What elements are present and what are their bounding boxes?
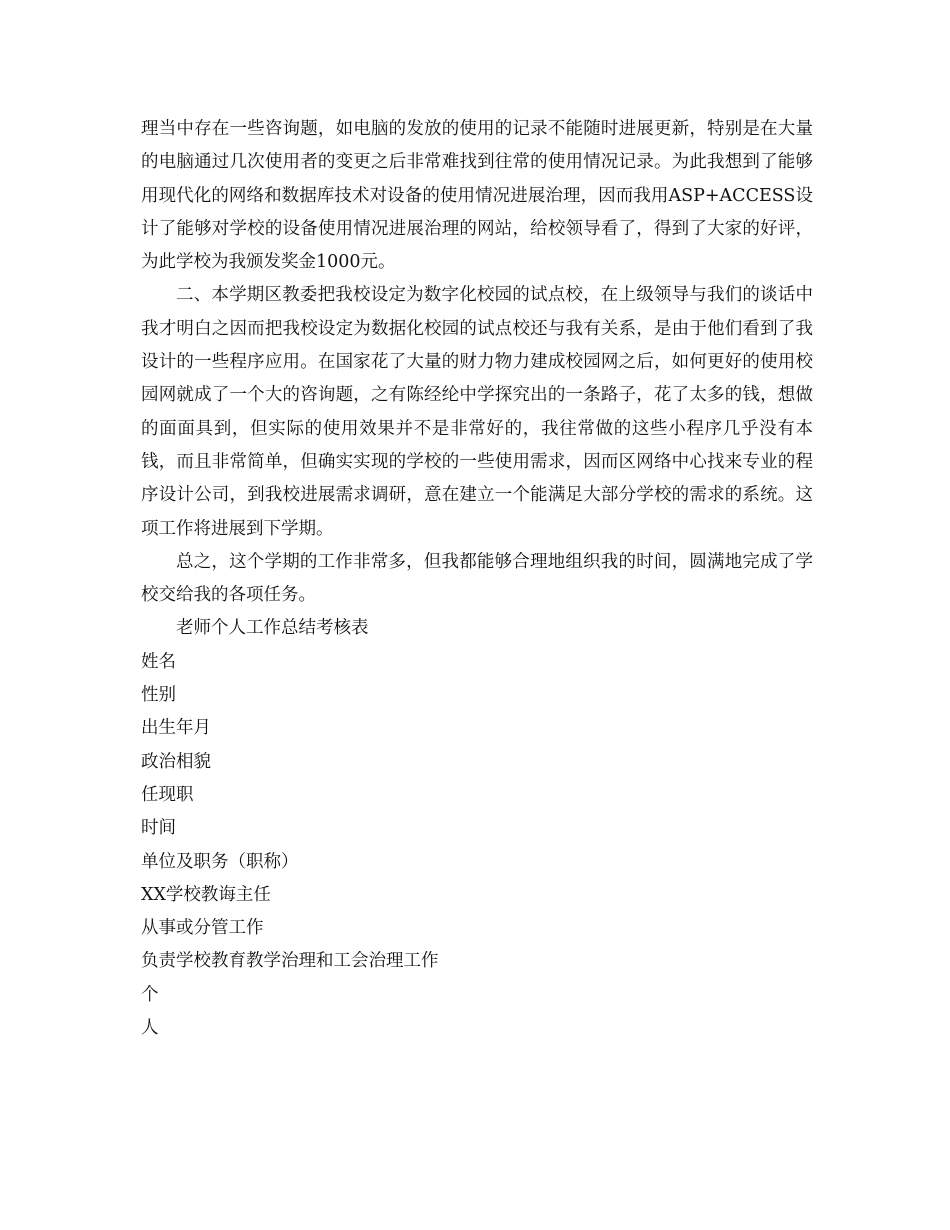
- form-line-time: 时间: [141, 818, 176, 839]
- form-line-political: 政治相貌: [141, 751, 211, 772]
- form-line-current-post: 任现职: [141, 784, 194, 805]
- form-title: 老师个人工作总结考核表: [176, 618, 369, 639]
- form-line-personal-2: 人: [141, 1018, 159, 1039]
- form-line-personal-1: 个: [141, 984, 159, 1005]
- form-line-gender: 性别: [141, 685, 176, 706]
- paragraph-conclusion: 总之，这个学期的工作非常多，但我都能够合理地组织我的时间，圆满地完成了学校交给我的各项任务。: [141, 551, 813, 606]
- form-line-birth: 出生年月: [141, 718, 211, 739]
- paragraph-section-two: 二、本学期区教委把我校设定为数字化校园的试点校，在上级领导与我们的谈话中我才明白之因而把我校设定为数据化校园的试点校还与我有关系，是由于他们看到了我设计的一些程序应用。在国家花了大量的财力物力建成校园网之后，如何更好的使用校园网就成了一个大的咨询题，之有陈经纶中学探究出的一条路子，花了太多的钱，想做的面面具到，但实际的使用效果并不是非常好的，我往常做的这些小程序几乎没有本钱，而且非常简单，但确实实现的学校的一些使用需求，因而区网络中心找来专业的程序设计公司，到我校进展需求调研，意在建立一个能满足大部分学校的需求的系统。这项工作将进展到下学期。: [141, 285, 813, 539]
- document-body: [141, 113, 813, 1045]
- paragraph-continuation: 理当中存在一些咨询题，如电脑的发放的使用的记录不能随时进展更新，特别是在大量的电脑通过几次使用者的变更之后非常难找到往常的使用情况记录。为此我想到了能够用现代化的网络和数据库技术对设备的使用情况进展治理，因而我用ASP+ACCESS设计了能够对学校的设备使用情况进展治理的网站，给校领导看了，得到了大家的好评，为此学校为我颁发奖金1000元。: [141, 119, 813, 273]
- form-line-work-value: 负责学校教育教学治理和工会治理工作: [141, 951, 439, 972]
- form-line-work-label: 从事或分管工作: [141, 918, 264, 939]
- form-line-unit-title: 单位及职务（职称）: [141, 851, 299, 872]
- form-line-name: 姓名: [141, 651, 176, 672]
- form-line-unit-value: XX学校教诲主任: [141, 884, 271, 905]
